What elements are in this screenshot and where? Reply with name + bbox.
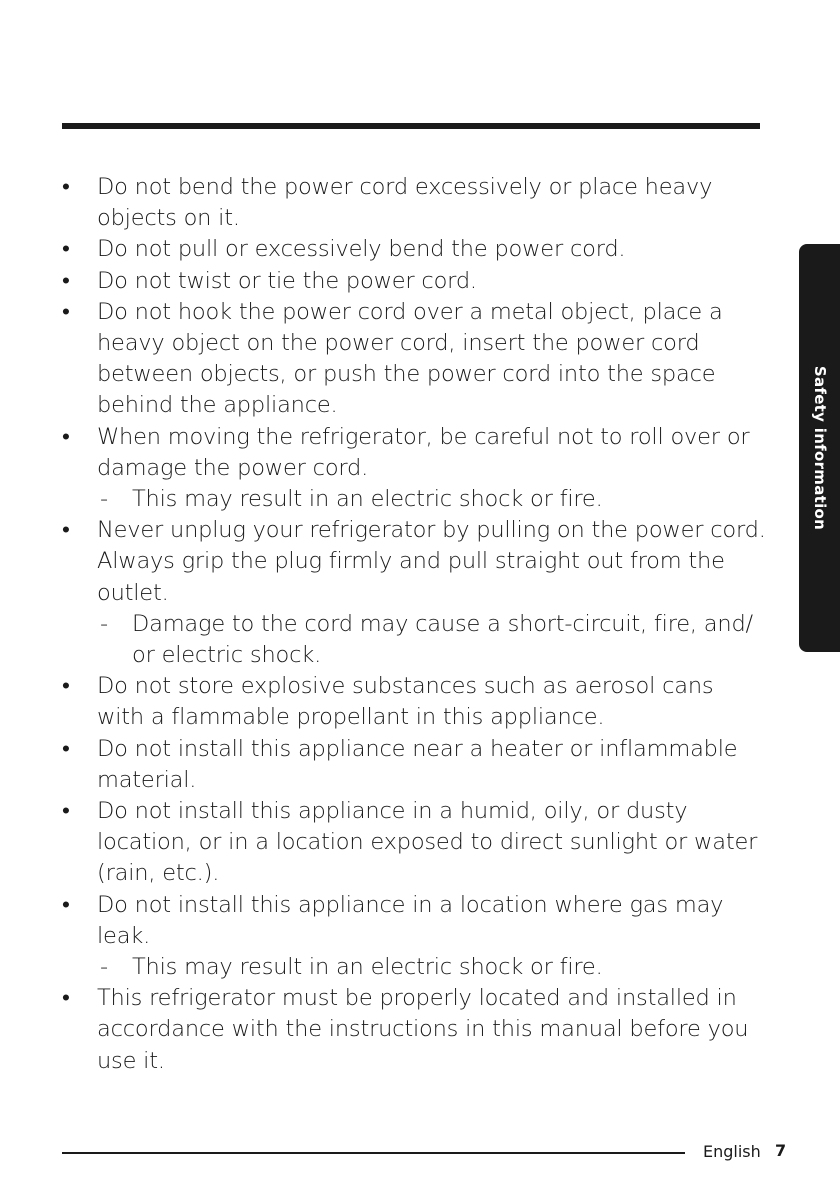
section-side-tab (799, 244, 840, 652)
sub-bullet-list (97, 609, 767, 671)
safety-content (62, 172, 767, 1077)
bullet-item: • Never unplug your refrigerator by pulling on the power cord. Always grip the plug firmly and pull straight out from the outlet. - Damage to the cord may cause a short-circuit, fire, and/ or electric shock. (62, 515, 767, 671)
footer-rule (62, 1152, 685, 1154)
sub-bullet-list (97, 484, 767, 515)
bullet-item: • Do not pull or excessively bend the power cord. (62, 234, 767, 265)
page-number: 7 (775, 1141, 787, 1160)
bullet-item: • Do not store explosive substances such as aerosol cans with a flammable propellant in this appliance. (62, 671, 767, 733)
sub-bullet-list (97, 952, 767, 983)
bullet-item: • This refrigerator must be properly located and installed in accordance with the instructions in this manual before you use it. (62, 983, 767, 1077)
section-side-tab-label: Safety information (810, 365, 829, 531)
sub-bullet-item: - This may result in an electric shock or fire. (97, 952, 767, 983)
sub-bullet-item: - This may result in an electric shock or fire. (97, 484, 767, 515)
sub-bullet-item: - Damage to the cord may cause a short-circuit, fire, and/ or electric shock. (97, 609, 767, 671)
bullet-item: • Do not twist or tie the power cord. (62, 266, 767, 297)
bullet-item: • Do not install this appliance in a humid, oily, or dusty location, or in a location exposed to direct sunlight or water (rain, etc.). (62, 796, 767, 890)
bullet-item: • Do not bend the power cord excessively or place heavy objects on it. (62, 172, 767, 234)
bullet-item: • Do not install this appliance near a heater or inflammable material. (62, 734, 767, 796)
safety-bullet-list (62, 172, 767, 1077)
bullet-item: • Do not install this appliance in a location where gas may leak. - This may result in an electric shock or fire. (62, 890, 767, 984)
bullet-item: • When moving the refrigerator, be careful not to roll over or damage the power cord. - This may result in an electric shock or fire. (62, 422, 767, 516)
bullet-item: • Do not hook the power cord over a metal object, place a heavy object on the power cord, insert the power cord between objects, or push the power cord into the space behind the appliance. (62, 297, 767, 422)
top-rule (62, 123, 760, 129)
footer-language: English (703, 1142, 761, 1161)
